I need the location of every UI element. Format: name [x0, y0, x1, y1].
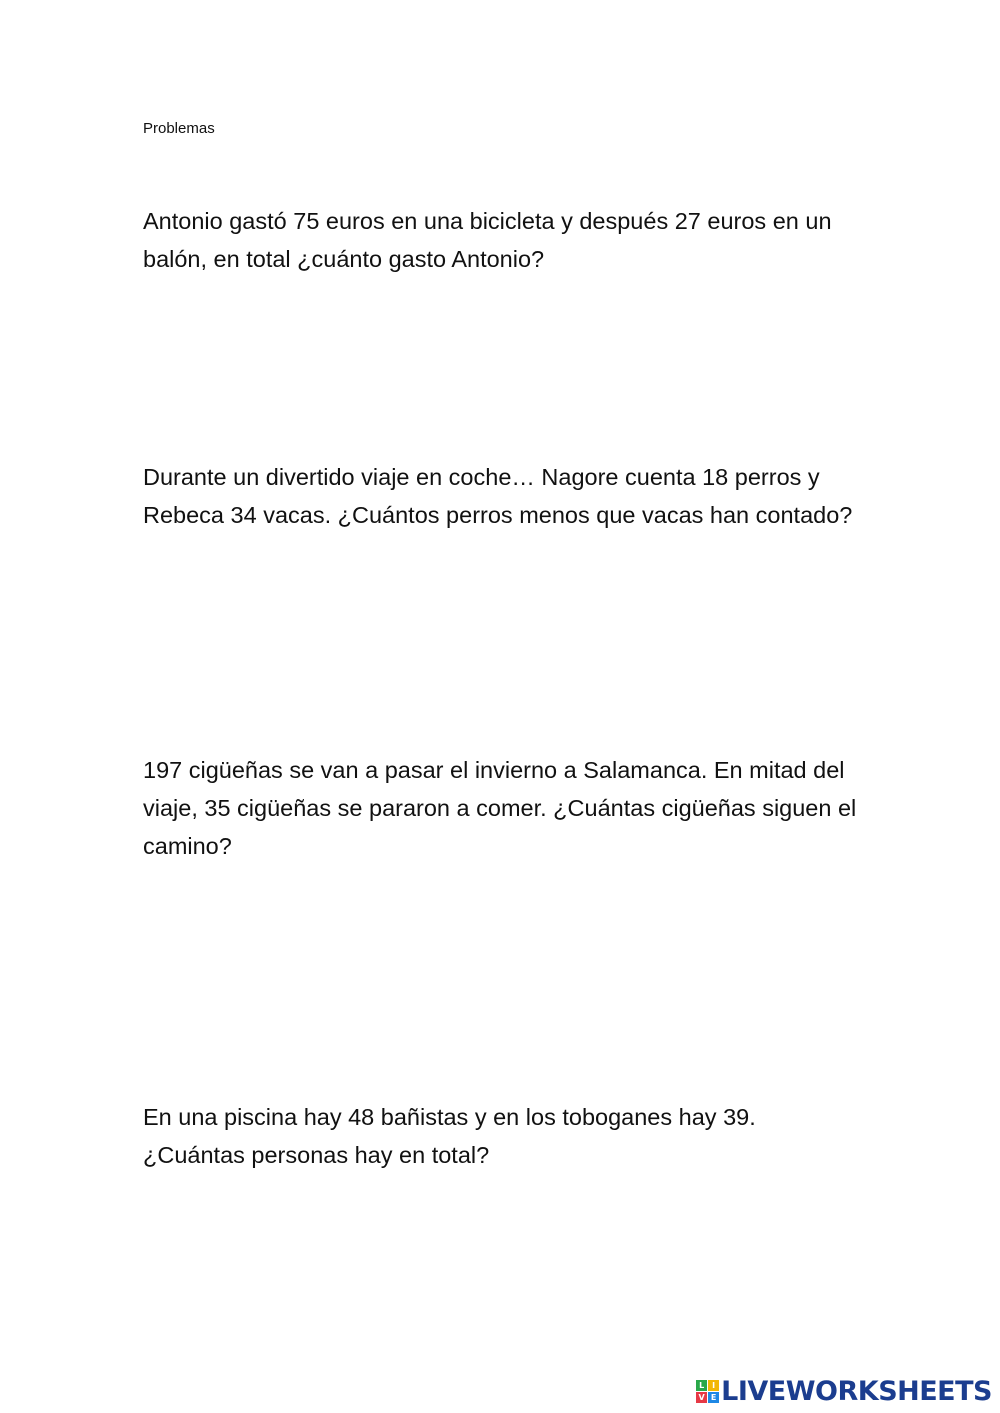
problem-text: Antonio gastó 75 euros en una bicicleta y después 27 euros en un balón, en total ¿cuánto gasto Antonio?	[143, 208, 832, 272]
logo-letter: I	[708, 1380, 719, 1391]
problem-text: Durante un divertido viaje en coche… Nagore cuenta 18 perros y Rebeca 34 vacas. ¿Cuántos perros menos que vacas han contado?	[143, 464, 853, 528]
logo-letter: E	[708, 1392, 719, 1403]
problem-text: En una piscina hay 48 bañistas y en los toboganes hay 39. ¿Cuántas personas hay en total?	[143, 1104, 756, 1168]
logo-letter: V	[696, 1392, 707, 1403]
logo-letter: L	[696, 1380, 707, 1391]
logo-icon	[696, 1380, 719, 1403]
liveworksheets-logo	[696, 1376, 992, 1407]
problem-text: 197 cigüeñas se van a pasar el invierno a Salamanca. En mitad del viaje, 35 cigüeñas se pararon a comer. ¿Cuántas cigüeñas siguen el camino?	[143, 757, 857, 859]
page-title: Problemas	[143, 120, 215, 137]
brand-name: LIVEWORKSHEETS	[721, 1376, 992, 1407]
